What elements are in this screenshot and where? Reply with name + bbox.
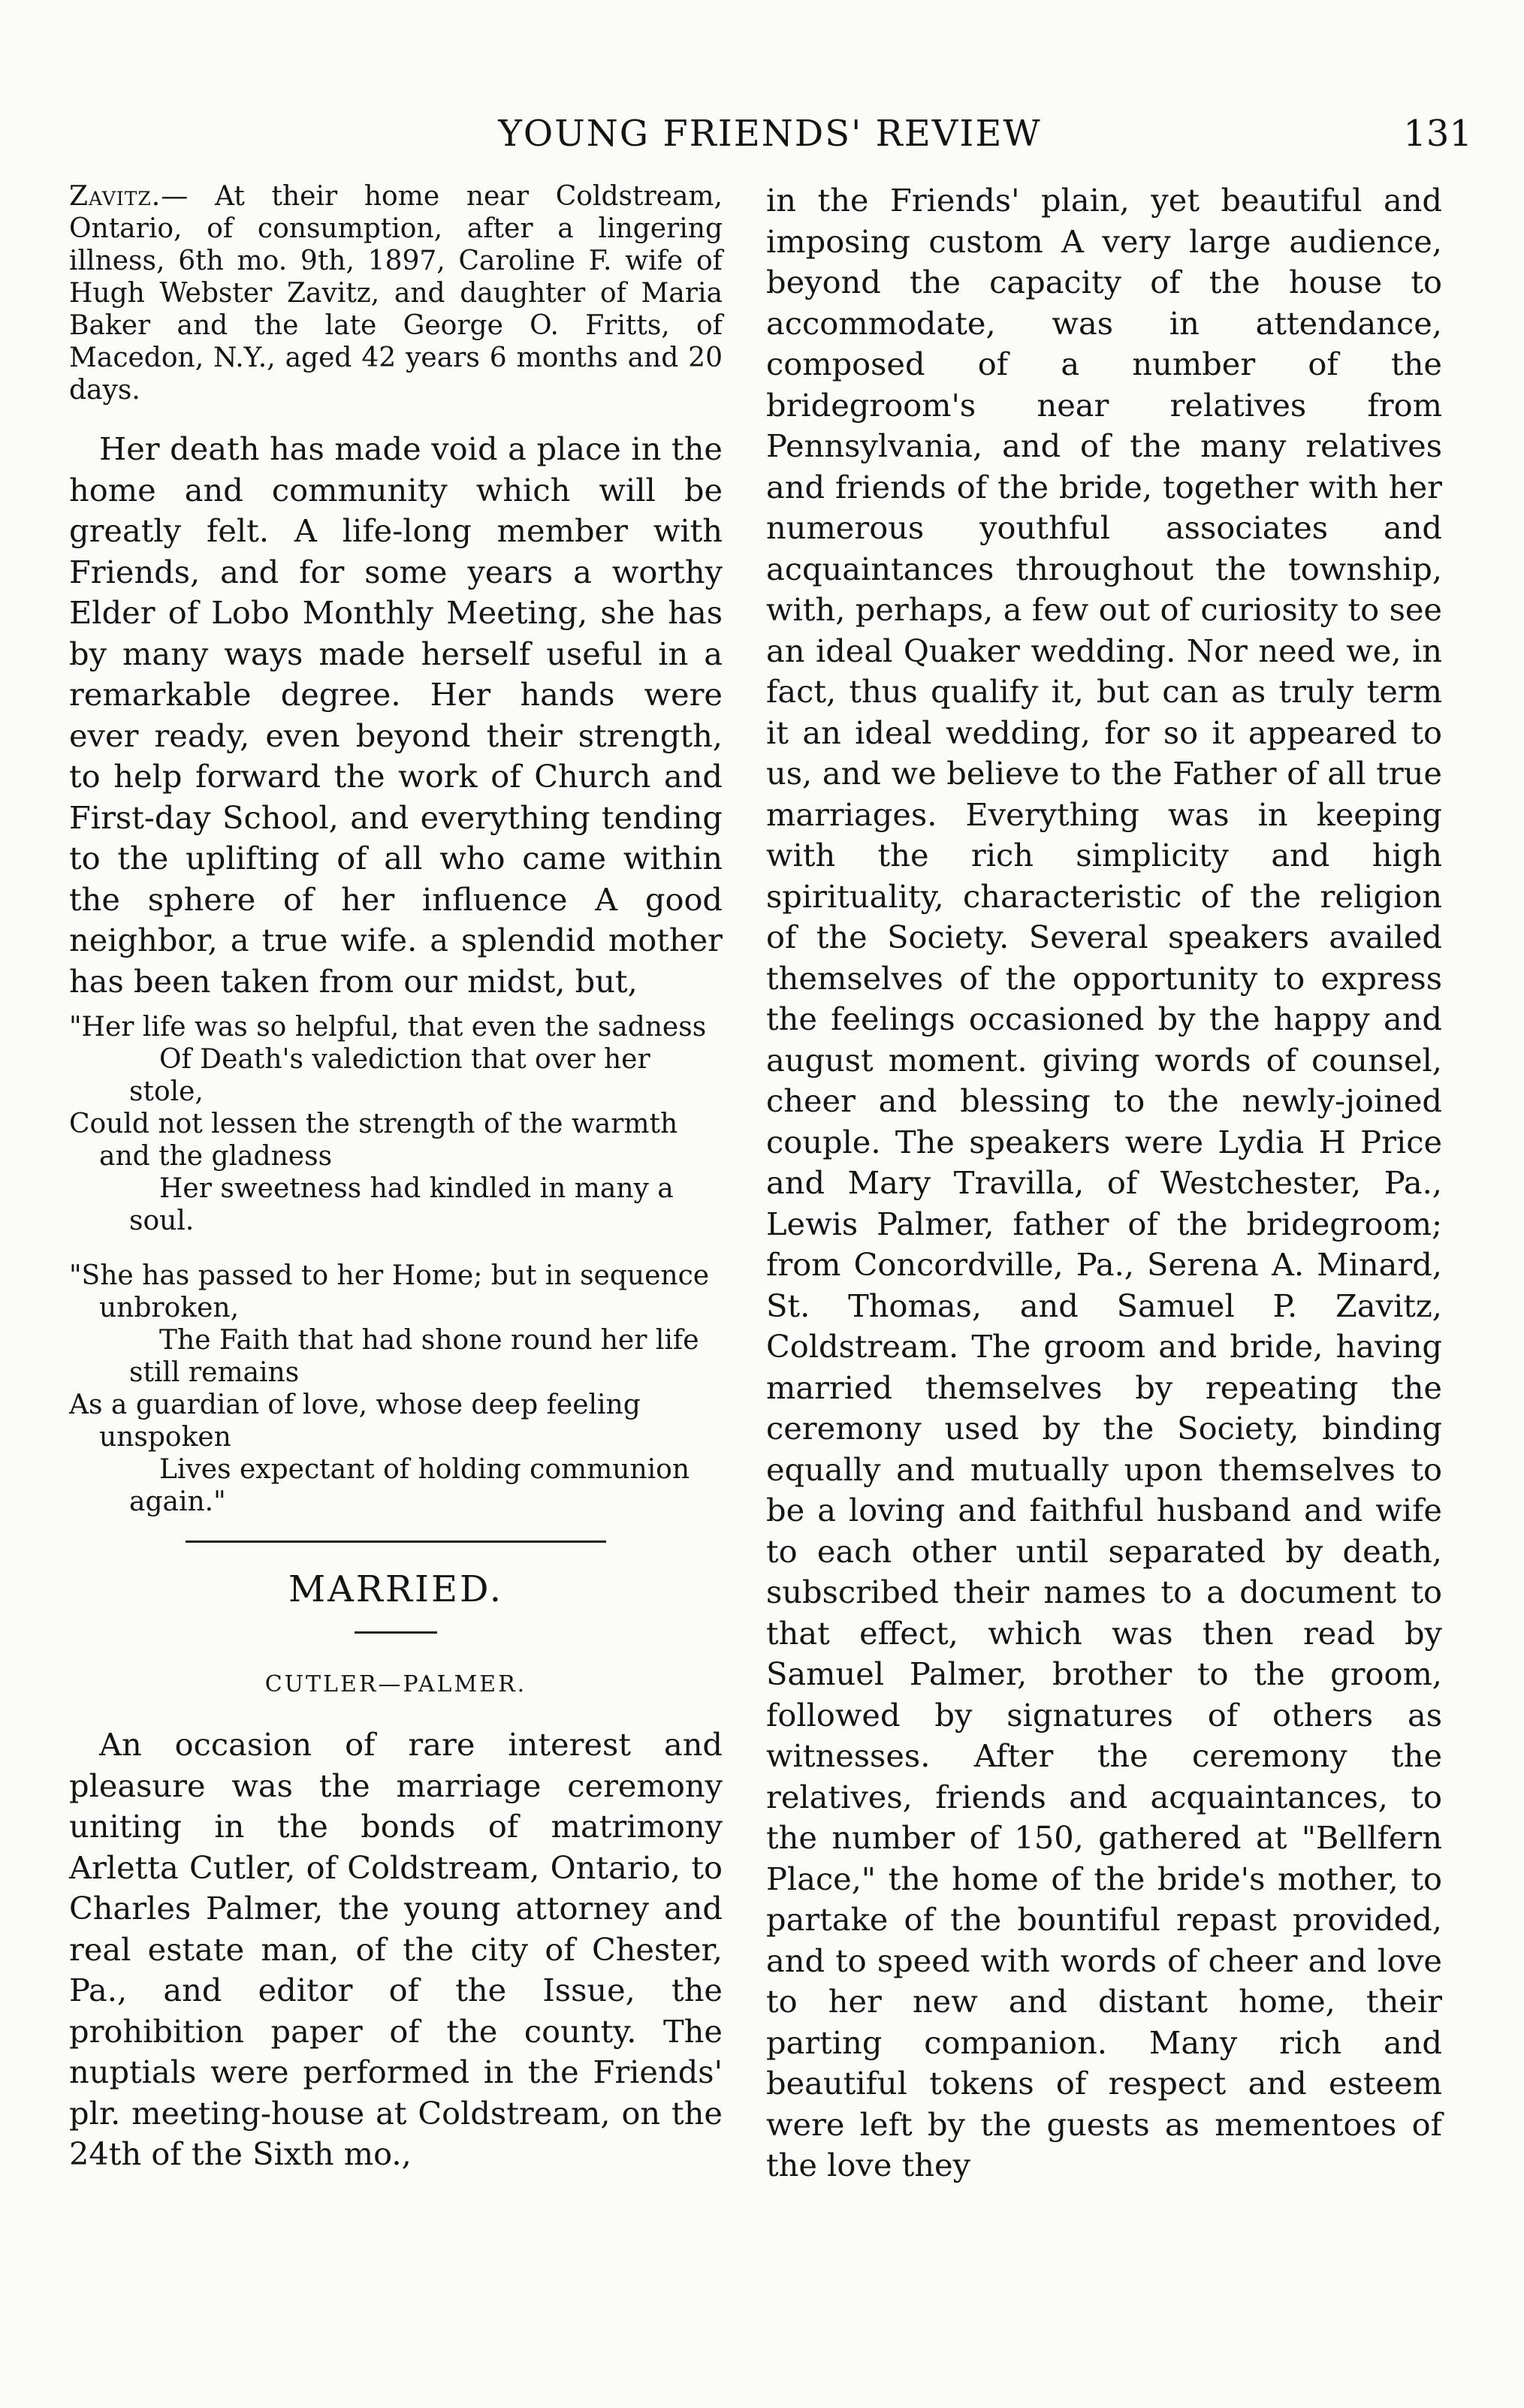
poem-line: Could not lessen the strength of the warmth and the gladness (69, 1109, 678, 1172)
tribute-paragraph: Her death has made void a place in the home and community which will be greatly felt. A life-long member with Friends, and for some years a worthy Elder of Lobo Monthly Meeting, she has by many ways made herself useful in a remarkable degree. Her hands were ever ready, even beyond their strength, to help forward the work of Church and First-day School, and everything tending to the uplifting of all who came within the sphere of her influence A good neighbor, a true wife. a splendid mother has been taken from our midst, but, (69, 430, 723, 1000)
poem-line: Of Death's valediction that over her stole, (129, 1044, 650, 1107)
obituary-name: Zavitz. (69, 181, 161, 212)
section-title-married: MARRIED. (288, 1568, 504, 1610)
marriage-continued-paragraph: in the Friends' plain, yet beautiful and imposing custom A very large audience, beyond the capacity of the house to accommodate, was in attendance, composed of a number of the bridegroom's near relatives from Pennsylvania, and of the many relatives and friends of the bride, together with her numerous youthful associates and acquaintances throughout the township, with, perhaps, a few out of curiosity to see an ideal Quaker wedding. Nor need we, in fact, thus qualify it, but can as truly term it an ideal wedding, for so it appeared to us, and we believe to the Father of all true marriages. Everything was in keeping with the rich simplicity and high spirituality, characteristic of the religion of the Society. Several speakers availed themselves of the opportunity to express the feelings occasioned by the happy and august moment. giving words of counsel, cheer and blessing to the newly-joined couple. The speakers were Lydia H Price and Mary Travilla, of Westchester, Pa., Lewis Palmer, father of the bridegroom; from Concordville, Pa., Serena A. Minard, St. Thomas, and Samuel P. Zavitz, Coldstream. The groom and bride, having married themselves by repeating the ceremony used by the Society, binding equally and mutually upon themselves to be a loving and faithful husband and wife to each other until separated by death, subscribed their names to a document to that effect, which was then read by Samuel Palmer, brother to the groom, followed by signatures of others as witnesses. After the ceremony the relatives, friends and acquaintances, to the number of 150, gathered at "Bellfern Place," the home of the bride's mother, to partake of the bountiful repast provided, and to speed with words of cheer and love to her new and distant home, their parting companion. Many rich and beautiful tokens of respect and esteem were left by the guests as mementoes of the love they (766, 182, 1442, 2183)
poem-line: Her sweetness had kindled in many a soul. (129, 1173, 674, 1236)
poem-line: "Her life was so helpful, that even the sadness (69, 1012, 707, 1043)
running-title: YOUNG FRIENDS' REVIEW (498, 113, 1042, 155)
poem-line: Lives expectant of holding communion again." (129, 1454, 690, 1517)
poem-line: The Faith that had shone round her life still remains (129, 1325, 699, 1388)
page-number: 131 (1403, 113, 1472, 155)
marriage-paragraph: An occasion of rare interest and pleasure was the marriage ceremony uniting in the bonds of matrimony Arletta Cutler, of Coldstream, Ontario, to Charles Palmer, the young attorney and real estate man, of the city of Chester, Pa., and editor of the Issue, the prohibition paper of the county. The nuptials were performed in the Friends' plr. meeting-house at Coldstream, on the 24th of the Sixth mo., (69, 1726, 723, 2172)
left-column (69, 180, 723, 2175)
marriage-subtitle: CUTLER—PALMER. (264, 1671, 527, 1697)
right-column (766, 180, 1442, 2186)
poem-line: "She has passed to her Home; but in sequence unbroken, (69, 1260, 710, 1323)
obituary-text: — At their home near Coldstream, Ontario, of consumption, after a lingering illness, 6th mo. 9th, 1897, Caroline F. wife of Hugh Webster Zavitz, and daughter of Maria Baker and the late George O. Fritts, of Macedon, N.Y., aged 42 years 6 months and 20 days. (69, 181, 723, 406)
poem-stanza-1 (69, 1011, 723, 1237)
section-divider (186, 1540, 606, 1543)
poem-line: As a guardian of love, whose deep feeling unspoken (69, 1390, 641, 1453)
poem-stanza-2 (69, 1260, 723, 1518)
obituary-notice (69, 180, 723, 406)
poem (69, 1011, 723, 1518)
page-header (68, 113, 1472, 165)
short-divider (355, 1631, 437, 1634)
